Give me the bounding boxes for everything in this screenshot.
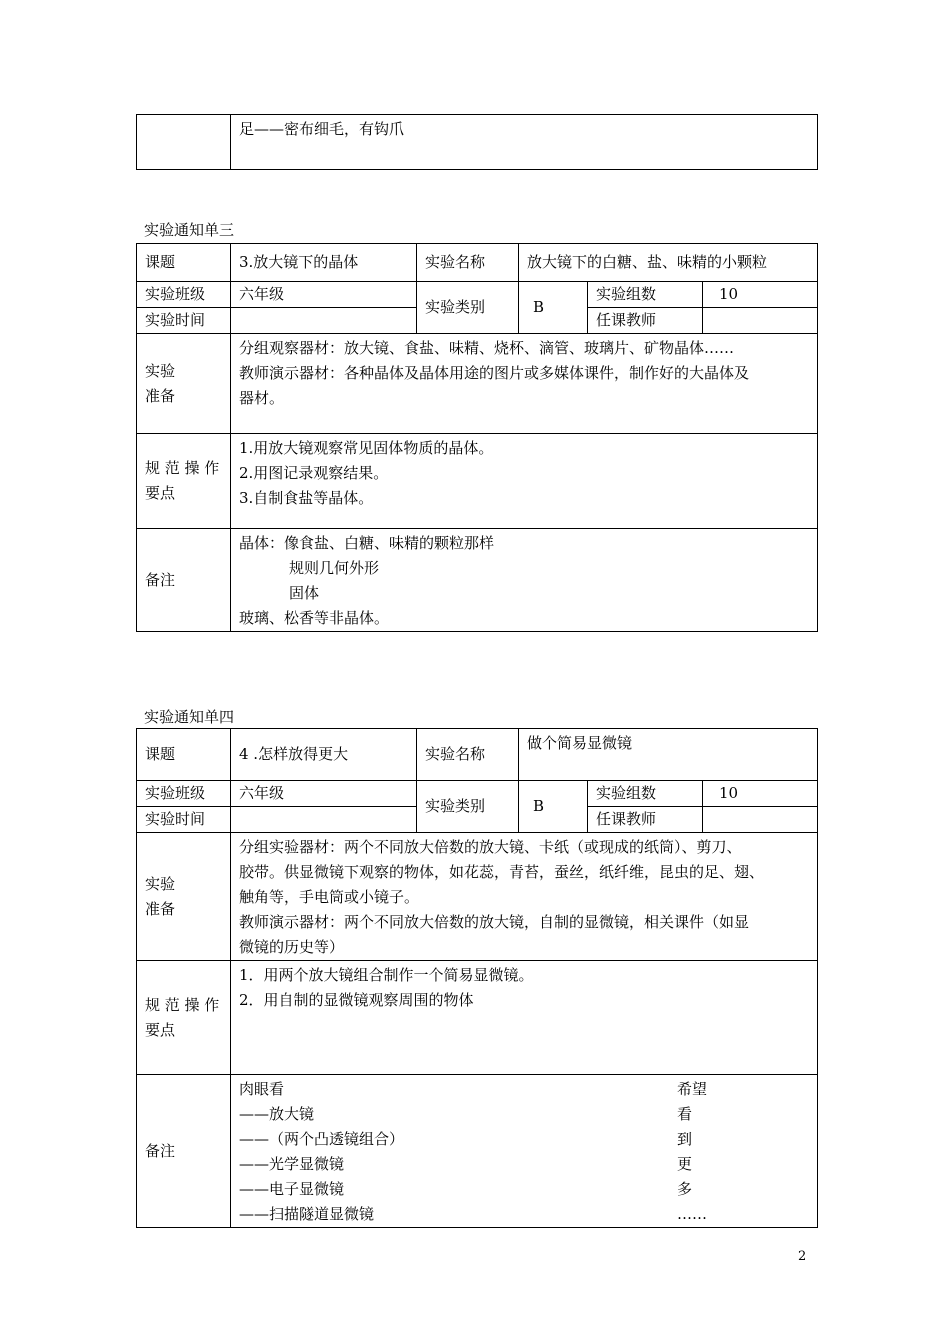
notes-left-column [239, 1077, 809, 1227]
type-value: B [519, 282, 588, 334]
fragment-label-cell [137, 115, 231, 170]
ops-line: 2.用图记录观察结果。 [239, 464, 389, 482]
name-value: 做个简易显微镜 [519, 729, 818, 781]
name-value: 放大镜下的白糖、盐、味精的小颗粒 [519, 244, 818, 282]
ops-line: 2．用自制的显微镜观察周围的物体 [239, 991, 474, 1009]
sheet4-table [136, 728, 818, 1228]
notes-line: 到 [677, 1130, 693, 1148]
ops-content [231, 961, 818, 1075]
type-label: 实验类别 [417, 781, 519, 833]
prep-label: 实验 准备 [137, 833, 231, 961]
time-label: 实验时间 [137, 807, 231, 833]
sheet3-caption: 实验通知单三 [144, 221, 235, 239]
prep-content [231, 833, 818, 961]
class-label: 实验班级 [137, 282, 231, 308]
prep-line: 胶带。供显微镜下观察的物体，如花蕊，青苔，蚕丝，纸纤维，昆虫的足、翅、 [239, 863, 765, 881]
notes-line: ——放大镜 [239, 1105, 315, 1123]
class-value: 六年级 [231, 781, 417, 807]
groups-value: 10 [703, 282, 818, 308]
type-label: 实验类别 [417, 282, 519, 334]
fragment-text: 足——密布细毛，有钩爪 [231, 115, 818, 170]
sheet4-caption: 实验通知单四 [144, 708, 235, 726]
notes-content [231, 1075, 818, 1228]
notes-line: 多 [677, 1180, 693, 1198]
teacher-label: 任课教师 [588, 807, 703, 833]
time-value [231, 807, 417, 833]
groups-label: 实验组数 [588, 282, 703, 308]
teacher-label: 任课教师 [588, 308, 703, 334]
notes-line: 晶体：像食盐、白糖、味精的颗粒那样 [239, 534, 495, 552]
groups-label: 实验组数 [588, 781, 703, 807]
prep-line: 分组观察器材：放大镜、食盐、味精、烧杯、滴管、玻璃片、矿物晶体…… [239, 339, 735, 357]
topic-value: 4 .怎样放得更大 [231, 729, 417, 781]
class-label: 实验班级 [137, 781, 231, 807]
notes-label: 备注 [137, 1075, 231, 1228]
notes-right-column [677, 1077, 707, 1227]
notes-line: 希望 [677, 1080, 708, 1098]
prep-line: 触角等，手电筒或小镜子。 [239, 888, 420, 906]
notes-line: …… [677, 1205, 707, 1223]
notes-line: 玻璃、松香等非晶体。 [239, 609, 390, 627]
notes-line: ——光学显微镜 [239, 1155, 345, 1173]
notes-line: 固体 [289, 584, 320, 602]
prep-line: 器材。 [239, 389, 285, 407]
sheet3-table [136, 243, 818, 632]
ops-line: 3.自制食盐等晶体。 [239, 489, 374, 507]
type-value: B [519, 781, 588, 833]
groups-value: 10 [703, 781, 818, 807]
prep-content [231, 334, 818, 434]
notes-line: ——电子显微镜 [239, 1180, 345, 1198]
time-value [231, 308, 417, 334]
notes-line: 看 [677, 1105, 693, 1123]
ops-content [231, 434, 818, 529]
notes-line: 规则几何外形 [289, 559, 380, 577]
teacher-value [703, 308, 818, 334]
notes-line: ——扫描隧道显微镜 [239, 1205, 375, 1223]
prep-line: 教师演示器材：各种晶体及晶体用途的图片或多媒体课件，制作好的大晶体及 [239, 364, 750, 382]
notes-content [231, 529, 818, 632]
notes-line: ——（两个凸透镜组合） [239, 1130, 405, 1148]
name-label: 实验名称 [417, 729, 519, 781]
ops-line: 1．用两个放大镜组合制作一个简易显微镜。 [239, 966, 534, 984]
topic-label: 课题 [137, 244, 231, 282]
name-label: 实验名称 [417, 244, 519, 282]
topic-value: 3.放大镜下的晶体 [231, 244, 417, 282]
prep-line: 分组实验器材：两个不同放大倍数的放大镜、卡纸（或现成的纸筒）、剪刀、 [239, 838, 742, 856]
fragment-table [136, 114, 818, 170]
page-number: 2 [798, 1249, 807, 1264]
notes-line: 更 [677, 1155, 693, 1173]
ops-label: 规 范 操 作 要点 [137, 961, 231, 1075]
ops-line: 1.用放大镜观察常见固体物质的晶体。 [239, 439, 494, 457]
class-value: 六年级 [231, 282, 417, 308]
notes-label: 备注 [137, 529, 231, 632]
ops-label: 规 范 操 作 要点 [137, 434, 231, 529]
teacher-value [703, 807, 818, 833]
prep-label: 实验 准备 [137, 334, 231, 434]
prep-line: 微镜的历史等） [239, 938, 345, 956]
topic-label: 课题 [137, 729, 231, 781]
notes-line: 肉眼看 [239, 1080, 285, 1098]
time-label: 实验时间 [137, 308, 231, 334]
prep-line: 教师演示器材：两个不同放大倍数的放大镜，自制的显微镜，相关课件（如显 [239, 913, 750, 931]
